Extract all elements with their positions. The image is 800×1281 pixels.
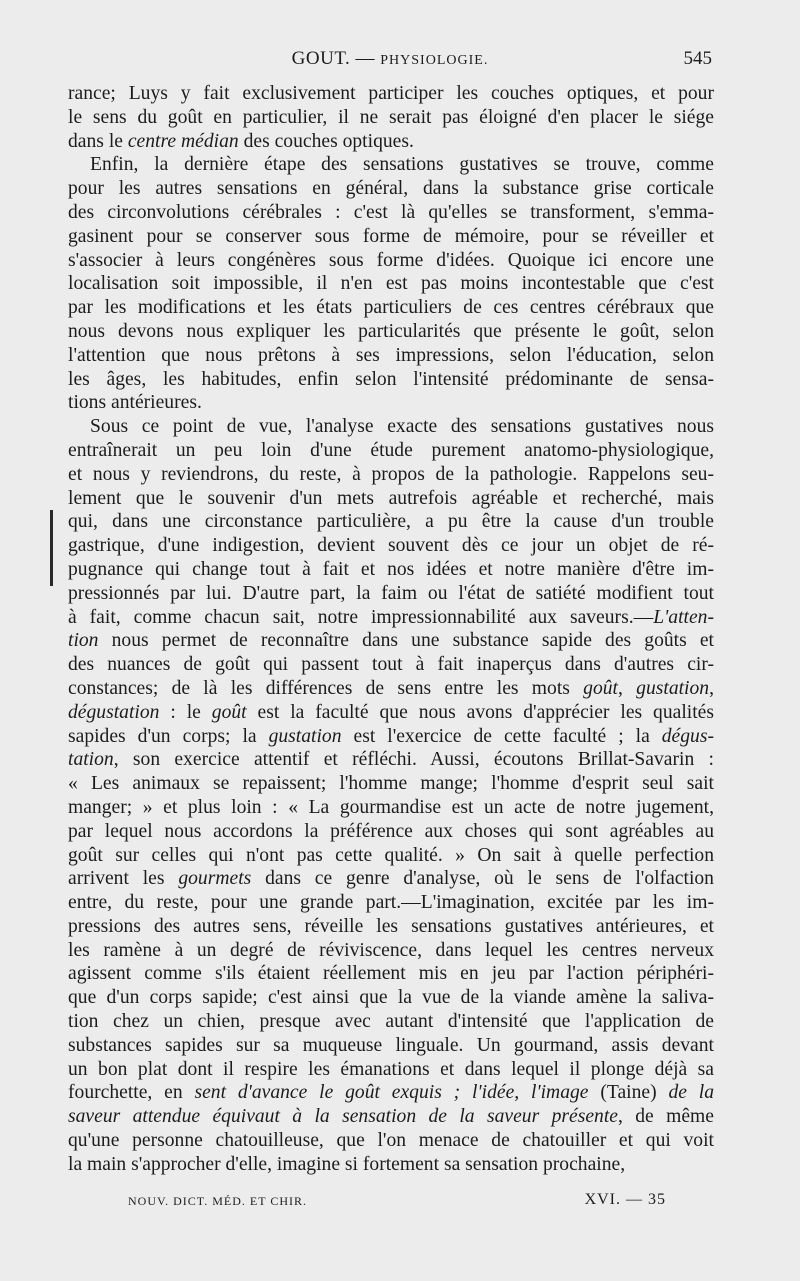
text-line: sapides d'un corps; la gustation est l'exercice de cette faculté ; la dégus- <box>68 725 714 747</box>
running-header <box>66 48 714 74</box>
text-line: tation, son exercice attentif et réfléchi. Aussi, écoutons Brillat-Savarin : <box>68 749 714 771</box>
text-line: tion chez un chien, presque avec autant d'intensité que l'application de <box>68 1011 714 1033</box>
text-line: par les modifications et les états particuliers de ces centres cérébraux que <box>68 297 714 319</box>
text-line: qu'une personne chatouilleuse, que l'on menace de chatouiller et qui voit <box>68 1130 714 1152</box>
text-line: le sens du goût en particulier, il ne serait pas éloigné d'en placer le siége <box>68 106 714 128</box>
margin-mark <box>50 510 63 586</box>
text-line: rance; Luys y fait exclusivement participer les couches optiques, et pour <box>68 83 714 104</box>
page-footer <box>128 1191 718 1214</box>
text-line: gasinent pour se conserver sous forme de mémoire, pour se réveiller et <box>68 225 714 247</box>
title-main: GOUT. <box>291 48 351 69</box>
page-number: 545 <box>683 48 712 69</box>
title-sub: PHYSIOLOGIE. <box>380 53 489 68</box>
text-line: entre, du reste, pour une grande part.—L'imagination, excitée par les im- <box>68 892 714 914</box>
paragraph-2 <box>68 153 714 415</box>
text-line: pour les autres sensations en général, dans la substance grise corticale <box>68 178 714 200</box>
text-line: fourchette, en sent d'avance le goût exquis ; l'idée, l'image (Taine) de la <box>68 1082 714 1104</box>
paragraph-1 <box>68 82 714 153</box>
text-line: « Les animaux se repaissent; l'homme mange; l'homme d'esprit seul sait <box>68 773 714 795</box>
running-title <box>66 48 714 70</box>
text-line: la main s'approcher d'elle, imagine si fortement sa sensation prochaine, <box>68 1153 626 1175</box>
text-line: par lequel nous accordons la préférence aux choses qui sont agréables au <box>68 820 714 842</box>
text-line: et nous y reviendrons, du reste, à propos de la pathologie. Rappelons seu- <box>68 463 714 485</box>
text-line: Enfin, la dernière étape des sensations gustatives se trouve, comme <box>90 154 714 176</box>
text-line: saveur attendue équivaut à la sensation de la saveur présente, de même <box>68 1106 714 1128</box>
text-line: s'associer à leurs congénères sous forme d'idées. Quoique ici encore une <box>68 249 714 271</box>
text-line: nous devons nous expliquer les particularités que présente le goût, selon <box>68 320 714 342</box>
text-line: pressionnés par lui. D'autre part, la faim ou l'état de satiété modifient tout <box>68 582 714 604</box>
text-line: l'attention que nous prêtons à ses impressions, selon l'éducation, selon <box>68 344 714 366</box>
text-line: tions antérieures. <box>68 392 202 414</box>
text-line: tion nous permet de reconnaître dans une substance sapide des goûts et <box>68 630 714 652</box>
paragraph-3 <box>68 415 714 1177</box>
text-line: les ramène à un degré de réviviscence, dans lequel les centres nerveux <box>68 939 714 961</box>
text-line: substances sapides sur sa muqueuse linguale. Un gourmand, assis devant <box>68 1034 714 1056</box>
text-line: Sous ce point de vue, l'analyse exacte des sensations gustatives nous <box>90 416 714 438</box>
text-line: des nuances de goût qui passent tout à fait inaperçus dans d'autres cir- <box>68 654 714 676</box>
text-line: un bon plat dont il respire les émanations et dans lequel il plonge déjà sa <box>68 1058 714 1080</box>
text-line: constances; de là les différences de sens entre les mots goût, gustation, <box>68 677 715 699</box>
signature-mark: XVI. — 35 <box>584 1191 666 1208</box>
text-line: localisation soit impossible, il n'en est pas moins incontestable que c'est <box>68 273 714 295</box>
footer-series: NOUV. DICT. MÉD. ET CHIR. <box>128 1194 308 1208</box>
text-line: que d'un corps sapide; c'est ainsi que la vue de la viande amène la saliva- <box>68 987 714 1009</box>
text-line: gastrique, d'une indigestion, devient souvent dès ce jour un objet de ré- <box>68 535 714 557</box>
text-line: dans le centre médian des couches optiques. <box>68 130 414 152</box>
text-line: manger; » et plus loin : « La gourmandise est un acte de notre jugement, <box>68 796 714 818</box>
text-line: des circonvolutions cérébrales : c'est là qu'elles se transforment, s'emma- <box>68 201 714 223</box>
text-line: lement que le souvenir d'un mets autrefois agréable et recherché, mais <box>68 487 714 509</box>
text-line: à fait, comme chacun sait, notre impressionnabilité aux saveurs.—L'atten- <box>68 606 714 628</box>
text-line: qui, dans une circonstance particulière, a pu être la cause d'un trouble <box>68 511 714 533</box>
text-line: arrivent les gourmets dans ce genre d'analyse, où le sens de l'olfaction <box>68 868 714 890</box>
text-line: pugnance qui change tout à fait et nos idées et notre manière d'être im- <box>68 558 714 580</box>
text-line: dégustation : le goût est la faculté que nous avons d'apprécier les qualités <box>68 701 714 723</box>
text-line: agissent comme s'ils étaient réellement mis en jeu par l'action périphéri- <box>68 963 714 985</box>
text-line: goût sur celles qui n'ont pas cette qualité. » On sait à quelle perfection <box>68 844 714 866</box>
body-text <box>68 82 714 1177</box>
text-line: pressions des autres sens, réveille les sensations gustatives antérieures, et <box>68 915 714 937</box>
title-separator: — <box>350 48 381 69</box>
text-line: entraînerait un peu loin d'une étude purement anatomo-physiologique, <box>68 439 714 461</box>
text-line: les âges, les habitudes, enfin selon l'intensité prédominante de sensa- <box>68 368 714 390</box>
